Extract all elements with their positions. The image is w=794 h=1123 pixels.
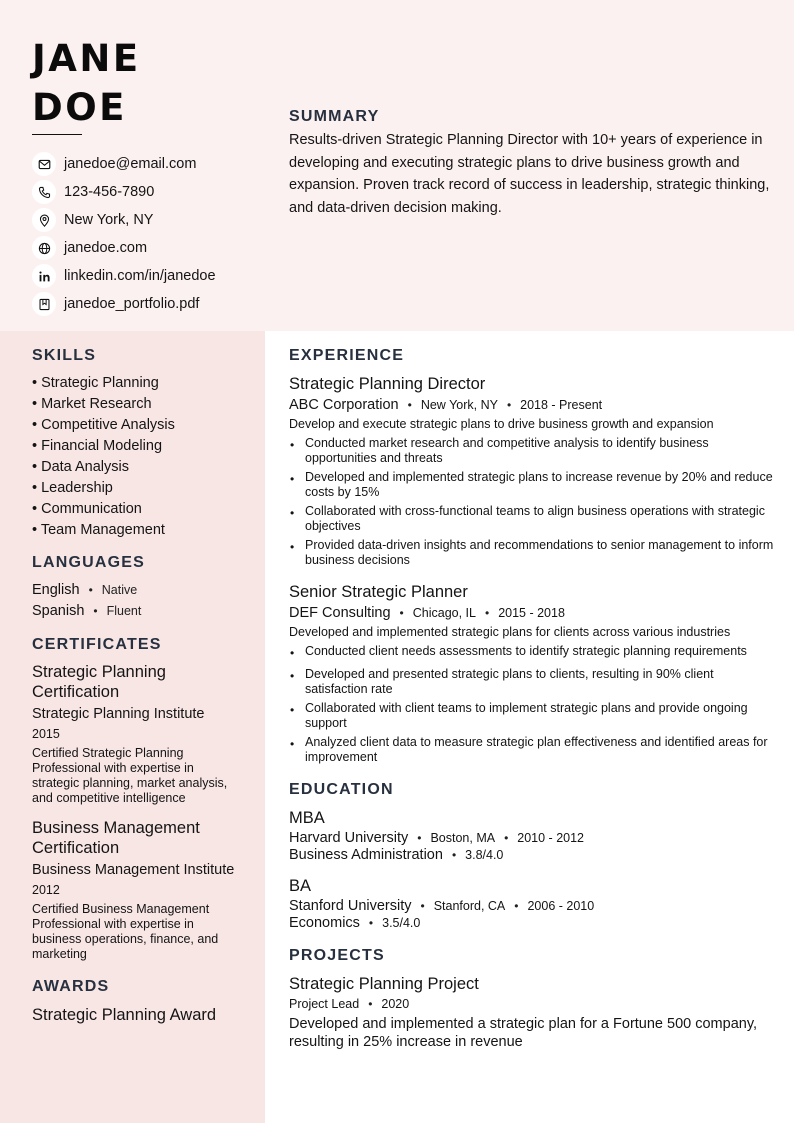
skill-item: • Market Research [32,396,152,412]
education-heading: EDUCATION [289,781,394,798]
bullet-text: Developed and presented strategic plans to clients, resulting in 90% client satisfaction rate [305,667,714,696]
education-meta [289,898,774,914]
contact-email[interactable] [32,150,262,178]
separator-dot: • [484,606,490,620]
school-name: Harvard University [289,830,409,846]
job-description: Develop and execute strategic plans to drive business growth and expansion [289,417,714,431]
contact-phone[interactable] [32,178,262,206]
project-role: Project Lead [289,997,360,1011]
bullet-dot: • [290,540,295,554]
main-column [289,347,774,1051]
phone-icon [32,180,56,204]
award-item: Strategic Planning Award [32,1006,217,1024]
school-location: Stanford, CA [433,899,506,913]
experience-heading: EXPERIENCE [289,347,405,364]
certificate-desc: Certified Strategic Planning Professional with expertise in strategic planning, market analysis, and competitive intelligence [32,746,228,805]
bullet-item [289,701,774,731]
skill-item: • Leadership [32,480,113,496]
contact-linkedin-text: linkedin.com/in/janedoe [64,268,216,284]
project-meta [289,997,774,1011]
skill-item: • Data Analysis [32,459,129,475]
degree-name: BA [289,877,312,895]
skill-item: • Communication [32,501,142,517]
skill-item: • Competitive Analysis [32,417,175,433]
bullet-text: Conducted client needs assessments to identify strategic planning requirements [305,644,747,658]
certificate-item [32,662,242,806]
separator-dot: • [368,916,374,930]
job-meta [289,397,774,413]
separator-dot: • [506,398,512,412]
contact-location-text: New York, NY [64,212,154,228]
bullet-dot: • [290,438,295,452]
job-entry [289,374,774,568]
bullet-text: Developed and implemented strategic plans to increase revenue by 20% and reduce costs by 15% [305,470,773,499]
candidate-name [32,34,141,132]
certificate-org: Business Management Institute [32,862,235,878]
separator-dot: • [399,606,404,620]
bullet-text: Analyzed client data to measure strategic plan effectiveness and identified areas for improvement [305,735,768,764]
education-dates: 2006 - 2010 [527,899,595,913]
bullet-dot: • [290,506,295,520]
skill-item: • Financial Modeling [32,438,163,454]
certificate-name: Strategic Planning Certification [32,663,166,701]
certificate-year: 2015 [32,727,60,741]
contact-phone-text: 123-456-7890 [64,184,155,200]
education-entry [289,876,774,931]
bullet-dot: • [290,703,295,717]
education-dates: 2010 - 2012 [517,831,585,845]
last-name: DOE [32,86,127,129]
language-level: Fluent [106,604,142,618]
gpa: 3.8/4.0 [465,848,504,862]
separator-dot: • [451,848,457,862]
languages-heading: LANGUAGES [32,554,146,571]
skill-item: • Team Management [32,522,165,538]
job-meta [289,605,774,621]
job-dates: 2018 - Present [520,398,603,412]
certificate-org: Strategic Planning Institute [32,706,205,722]
contact-portfolio-text: janedoe_portfolio.pdf [64,296,200,312]
bullet-dot: • [290,737,295,751]
language-name: English [32,582,80,598]
mail-icon [32,152,56,176]
job-bullets [289,436,774,568]
bullet-dot: • [290,472,295,486]
contact-portfolio[interactable] [32,290,262,318]
bullet-item [289,538,774,568]
language-item [32,580,242,601]
certificate-name: Business Management Certification [32,819,200,857]
separator-dot: • [368,997,373,1011]
globe-icon [32,236,56,260]
separator-dot: • [88,583,93,597]
separator-dot: • [417,831,422,845]
job-bullets [289,644,774,765]
certificate-item [32,818,242,962]
contact-location [32,206,262,234]
certificates-heading: CERTIFICATES [32,636,162,653]
linkedin-icon [32,264,56,288]
languages-list [32,580,242,622]
summary-text: Results-driven Strategic Planning Director with 10+ years of experience in developing and executing strategic plans to drive business growth and expansion. Proven track record of success in leadership, strategic thinking, and data-driven decision making. [289,132,770,216]
job-location: New York, NY [420,398,498,412]
education-entry [289,808,774,863]
gpa: 3.5/4.0 [382,916,421,930]
bullet-item [289,735,774,765]
job-company: ABC Corporation [289,397,399,413]
field-of-study: Economics [289,915,360,931]
certificate-desc: Certified Business Management Professional with expertise in business operations, finance, and marketing [32,902,219,961]
project-description: Developed and implemented a strategic plan for a Fortune 500 company, resulting in 25% increase in revenue [289,1016,758,1050]
school-name: Stanford University [289,898,412,914]
location-icon [32,208,56,232]
projects-heading: PROJECTS [289,947,385,964]
summary-section [289,108,774,219]
bullet-text: Collaborated with cross-functional teams to align business operations with strategic objectives [305,504,765,533]
contact-website[interactable] [32,234,262,262]
education-meta [289,830,774,846]
job-description: Developed and implemented strategic plans for clients across various industries [289,625,731,639]
degree-name: MBA [289,809,325,827]
contact-email-text: janedoe@email.com [64,156,197,172]
project-entry [289,974,774,1051]
skills-heading: SKILLS [32,347,97,364]
bullet-item [289,504,774,534]
skill-item: • Strategic Planning [32,375,159,391]
separator-dot: • [93,604,98,618]
separator-dot: • [514,899,519,913]
bullet-item [289,644,774,663]
language-level: Native [101,583,138,597]
bullet-dot: • [290,669,295,683]
job-dates: 2015 - 2018 [498,606,565,620]
bullet-item [289,436,774,466]
first-name: JANE [32,37,141,80]
education-field-row [289,915,774,931]
name-divider [32,134,82,135]
language-item [32,601,242,622]
education-field-row [289,847,774,863]
field-of-study: Business Administration [289,847,443,863]
bullet-dot: • [290,646,295,660]
separator-dot: • [504,831,509,845]
bullet-item [289,667,774,697]
language-name: Spanish [32,603,85,619]
school-location: Boston, MA [430,831,496,845]
job-company: DEF Consulting [289,605,391,621]
skills-list [32,373,242,541]
file-icon [32,292,56,316]
contact-list [32,150,262,318]
certificate-year: 2012 [32,883,60,897]
separator-dot: • [420,899,425,913]
sidebar [32,347,242,1025]
job-location: Chicago, IL [412,606,476,620]
separator-dot: • [407,398,412,412]
job-title: Senior Strategic Planner [289,583,468,601]
contact-linkedin[interactable] [32,262,262,290]
bullet-item [289,470,774,500]
job-title: Strategic Planning Director [289,375,486,393]
awards-heading: AWARDS [32,978,110,995]
project-year: 2020 [381,997,410,1011]
job-entry [289,582,774,765]
contact-website-text: janedoe.com [64,240,148,256]
bullet-text: Conducted market research and competitive analysis to identify business opportunities and threats [305,436,709,465]
summary-heading: SUMMARY [289,108,380,125]
bullet-text: Provided data-driven insights and recommendations to senior management to inform business decisions [305,538,774,567]
project-name: Strategic Planning Project [289,975,479,993]
bullet-text: Collaborated with client teams to implement strategic plans and provide ongoing support [305,701,748,730]
